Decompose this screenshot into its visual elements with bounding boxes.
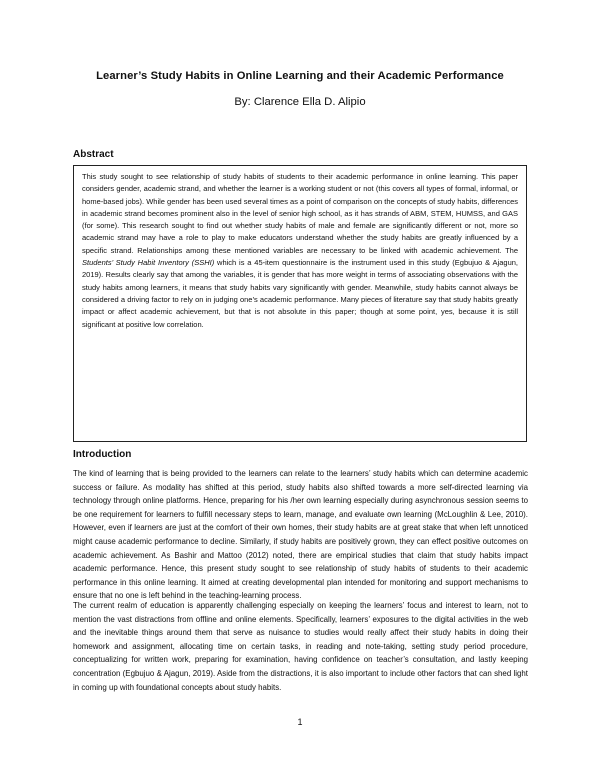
abstract-heading: Abstract (73, 149, 114, 160)
abstract-instrument-name: Students’ Study Habit Inventory (SSHI) (82, 258, 215, 268)
abstract-text-part2: which is a 45-item questionnaire is the instrument used in this study (Egbujuo & Ajagun, 2019). Results clearly say that among the variables, it is gender that has more weight in terms of associating observations with the study habits among learners, it means that study habits vary significantly with gender. Meanwhile, study habits cannot always be considered a driving factor to rely on in judging one’s academic performance. Many pieces of literature say that study habits greatly impact or affect academic achievement, but that is not absolute in this paper; though at some point, yes, because it is still significant at positive low correlation. (82, 258, 518, 329)
paper-title: Learner’s Study Habits in Online Learning and their Academic Performance (96, 70, 504, 82)
abstract-text-part1: This study sought to see relationship of study habits of students to their academic performance in online learning. This paper considers gender, academic strand, and whether the learner is a working student or not (this covers all types of formal, informal, or home-based jobs). While gender has been used several times as a point of comparison on the concepts of study habits, differences in academic strand becomes prominent also in the level of senior high school, as it has strands of ABM, STEM, HUMSS, and GAS (for some). This research sought to find out whether study habits of male and female are significantly different or not, more so academic strand may have a role to play to make educators understand whether the study habits are greatly influenced by a specific strand. Relationships among these mentioned variables are necessary to be linked with academic achievement. The (82, 172, 518, 255)
intro-paragraph-2: The current realm of education is apparently challenging especially on keeping the learners’ focus and interest to learn, not to mention the vast distractions from offline and online elements. Specifically, learners’ exposures to the digital activities in the web and the inevitable things around them that serve as nuisance to studies would really affect their study habits in doing their homework and assignment, allocating time on certain tasks, in reading and note-taking, setting study period procedure, conceptualizing for written work, preparing for examination, having confidence on teacher’s consultation, and lastly keeping concentration (Egbujuo & Ajagun, 2019). Aside from the distractions, it is also important to include other factors that can shed light in coming up with foundational concepts about study habits. (73, 601, 528, 692)
paper-author: By: Clarence Ella D. Alipio (234, 96, 366, 108)
intro-paragraph-1: The kind of learning that is being provided to the learners can relate to the learners’ study habits which can determine academic success or failure. As modality has shifted at this period, study habits also shifted towards a more self-directed learning via technology through online platforms. Hence, preparing for his /her own learning especially during asynchronous session seems to be one requirement for learners to fulfill necessary steps to learn, manage, and evaluate own learning (McLoughlin & Lee, 2010). However, even if learners are just at the comfort of their own homes, their study habits are at great stake that when left unnoticed might cause academic performance to decline. Similarly, if study habits are positively grown, they can effect positive outcomes on academic achievement. As Bashir and Mattoo (2012) noted, there are empirical studies that claim that study habits impact academic performance. Hence, this present study sought to see relationship of study habits of students to their academic performance in this online learning. It aimed at creating developmental plan intended for monitoring and support mechanisms to ensure that no one is left behind in the teaching-learning process. (73, 469, 528, 601)
page-number: 1 (297, 717, 303, 727)
abstract-box (73, 165, 527, 442)
abstract-text (82, 171, 518, 331)
introduction-heading: Introduction (73, 449, 132, 460)
